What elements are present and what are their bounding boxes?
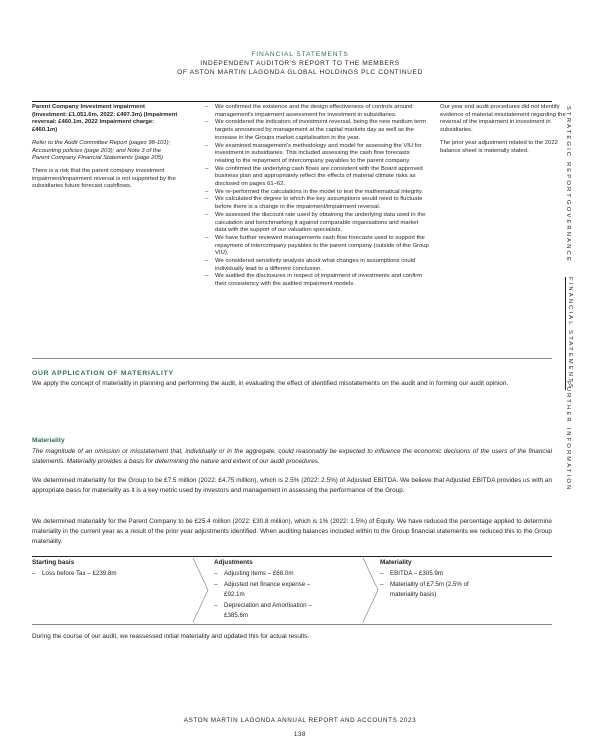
section-label: FINANCIAL STATEMENTS: [251, 51, 349, 58]
materiality-subheading: Materiality: [32, 437, 65, 444]
risk-column: [32, 104, 180, 196]
response-item: – We audited the disclosures in respect of impairment of investments and confirm their consistency with the audited impairment models.: [205, 273, 430, 288]
adjustment-item: – Depreciation and Amortisation – £385.6m: [214, 601, 324, 622]
page-title: INDEPENDENT AUDITOR'S REPORT TO THE MEMBERS: [200, 60, 400, 67]
footer-report-title: ASTON MARTIN LAGONDA ANNUAL REPORT AND ACCOUNTS 2023: [183, 717, 417, 724]
table-bottom-rule: [32, 358, 552, 359]
risk-description: There is a risk that the parent company investment impairment/impairment reversal is not supported by the subsidiaries future forecast cashflows.: [32, 167, 176, 190]
group-materiality: We determined materiality for the Group to be £7.5 million (2022: £4.75 million), which is 2.5% (2022: 2.5%) of Adjusted EBITDA. We believe that Adjusted EBITDA provides us with an appropriate basis for materiality as it is a key metric used by investors and management in assessing the performance of the Group.: [32, 477, 552, 495]
closing-paragraph: During the course of our audit, we reassessed initial materiality and updated this for actual results.: [32, 633, 310, 640]
response-item: – We examined management's methodology and model for assessing the VIU for investment in subsidiaries. This included assessing the cash flow forecasts relating to the repayment of intercompany payables to the parent company.: [205, 143, 430, 166]
table-top-rule: [32, 101, 552, 102]
page-subtitle: OF ASTON MARTIN LAGONDA GLOBAL HOLDINGS PLC CONTINUED: [177, 69, 423, 76]
response-column: [205, 104, 430, 289]
materiality-flow-heading: Materiality: [380, 559, 412, 566]
response-item: – We confirmed the underlying cash flows are consistent with the Board approved business plan and appropriately reflect the effects of material climate risks as disclosed on pages 61–62.: [205, 166, 430, 189]
conclusion-column: [440, 104, 570, 160]
materiality-item: – Materiality of £7.5m (2.5% of materiality basis): [380, 580, 495, 601]
nav-governance[interactable]: GOVERNANCE: [565, 200, 571, 263]
conclusion-text: Our year end audit procedures did not identify evidence of material misstatement regarding the reversal of the impairment in investment in subsidiaries.: [440, 104, 566, 134]
materiality-definition: The magnitude of an omission or misstatement that, individually or in the aggregate, could reasonably be expected to influence the economic decisions of the users of the financial statements. Materiality provides a basis for determining the nature and extent of our audit procedures.: [32, 448, 552, 466]
section-heading: OUR APPLICATION OF MATERIALITY: [32, 370, 174, 377]
nav-strategic-report[interactable]: STRATEGIC REPORT: [565, 106, 571, 199]
parent-materiality: We determined materiality for the Parent Company to be £25.4 million (2022: £30.8 million), which is 1% (2022: 1.5%) of Equity. We have reduced the percentage applied to determine materiality in the current year as a result of the prior year adjustments identified. When auditing balances included within to the Group financial statements we reduced this to the Group materiality.: [32, 518, 552, 546]
nav-financial-statements[interactable]: FINANCIAL STATEMENTS: [567, 277, 573, 390]
flow-bottom-rule: [32, 624, 552, 625]
adjustments-list: [214, 569, 324, 622]
page-number: 138: [293, 731, 307, 738]
adjustments-heading: Adjustments: [214, 559, 253, 566]
response-item: – We calculated the degree to which the key assumptions would need to fluctuate before there is a change in the impairment/impairment reversal.: [205, 196, 430, 211]
risk-title: Parent Company Investment impairment (Investment: £1,051.6m, 2022: £497.3m) (Impairment reversal: £460.1m, 2022 Impairment charge: £460.1m): [32, 104, 178, 134]
response-item: – We considered sensitivity analysis about what changes in assumptions could individually lead to a different conclusion.: [205, 258, 430, 273]
conclusion-text: The prior year adjustment related to the 2022 balance sheet is materially stated.: [440, 139, 558, 154]
adjustment-item: – Adjusting items – £68.0m: [214, 569, 324, 580]
response-list: [205, 104, 430, 289]
starting-basis-item: – Loss before Tax – £239.8m: [32, 569, 162, 580]
response-item: – We confirmed the existence and the design effectiveness of controls around management's impairment assessment for investment in subsidiaries.: [205, 104, 430, 119]
starting-basis-list: [32, 569, 162, 580]
adjustment-item: – Adjusted net finance expense – £92.1m: [214, 580, 324, 601]
risk-reference: Refer to the Audit Committee Report (pages 98-101); Accounting policies (page 203); and Note 3 of the Parent Company Financial Statements (page 205): [32, 139, 171, 162]
starting-basis-heading: Starting basis: [32, 559, 75, 566]
response-item: – We considered the indicators of investment reversal, being the new medium term targets announced by management at the capital markets day as well as the increase in the Groups market capitalisation in the year.: [205, 119, 430, 142]
materiality-flow-list: [380, 569, 495, 601]
response-item: – We assessed the discount rate used by obtaining the underlying data used in the calculation and benchmarking it against comparable organisations and market data with the support of our valuation specialists.: [205, 212, 430, 235]
materiality-intro: We apply the concept of materiality in planning and performing the audit, in evaluating the effect of identified misstatements on the audit and in forming our audit opinion.: [32, 380, 509, 387]
response-item: – We re-performed the calculations in the model to test the mathematical integrity.: [205, 189, 430, 197]
materiality-item: – EBITDA – £305.9m: [380, 569, 495, 580]
response-item: – We have further reviewed managements cash flow forecasts used to support the repayment of intercompany payables to the parent company (outside of the Group VIU).: [205, 235, 430, 258]
nav-further-information[interactable]: FURTHER INFORMATION: [565, 381, 571, 492]
flow-top-rule: [32, 556, 552, 557]
